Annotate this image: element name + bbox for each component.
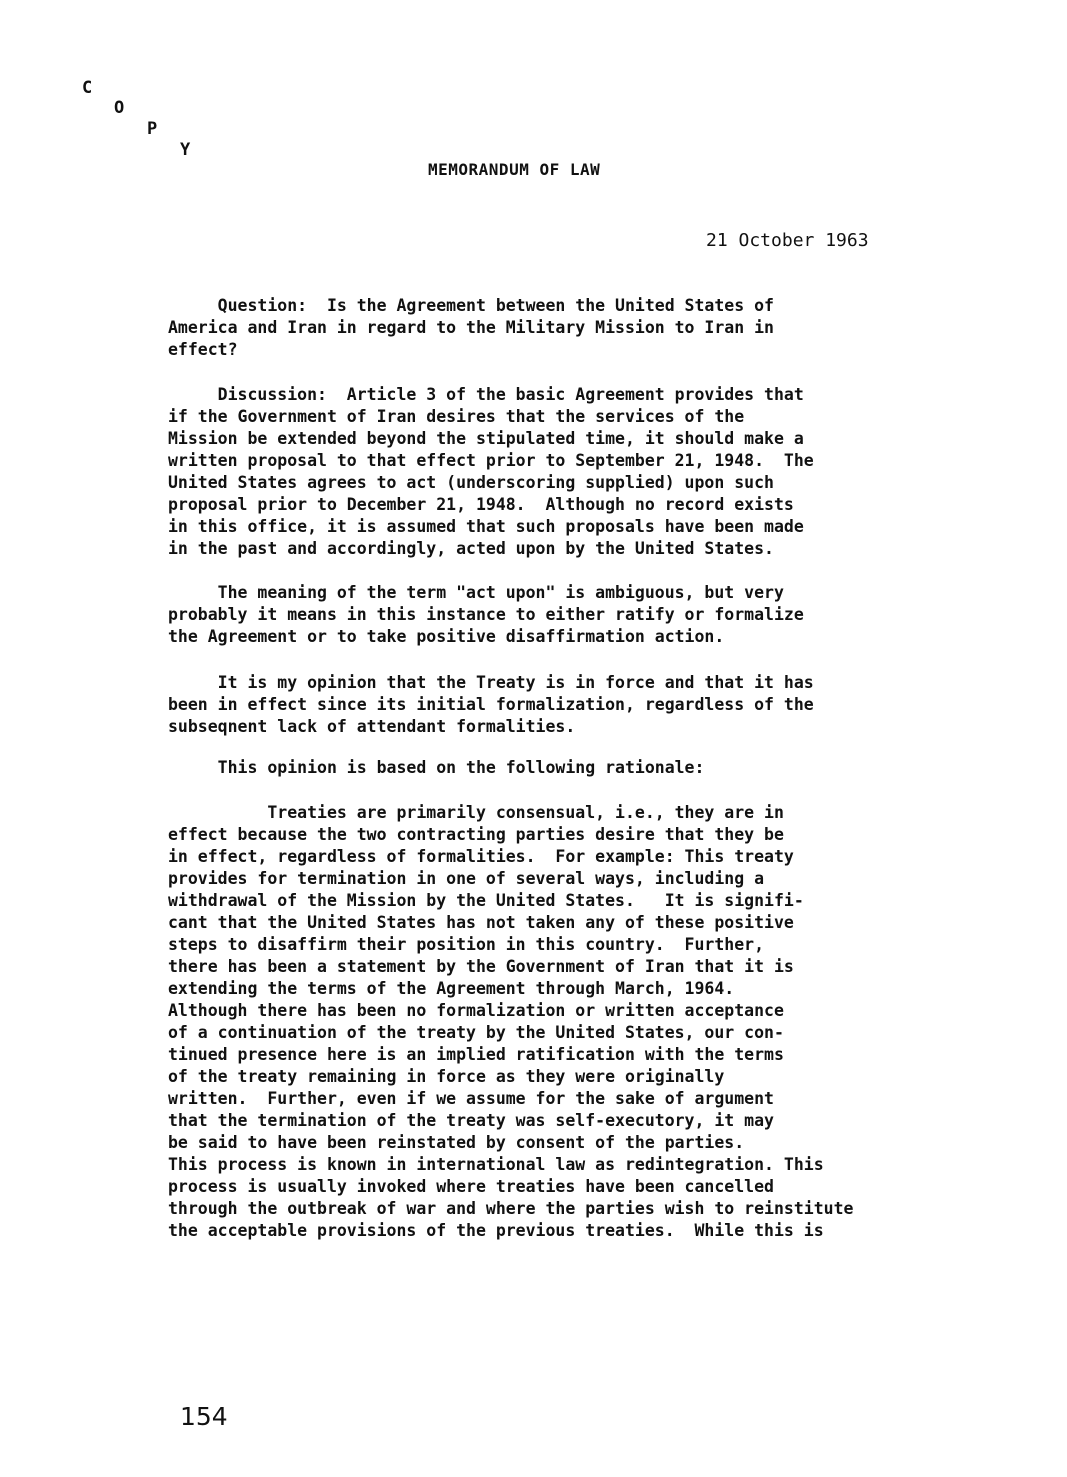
rationale-paragraph [168,802,908,1242]
text-line: be said to have been reinstated by consent of the parties. [168,1133,745,1152]
text-line: in the past and accordingly, acted upon by the United States. [168,539,774,558]
text-line: of a continuation of the treaty by the United States, our con- [168,1023,784,1042]
text-line: process is usually invoked where treaties have been cancelled [168,1177,774,1196]
question-paragraph [168,295,908,361]
text-line: Mission be extended beyond the stipulated time, it should make a [168,429,804,448]
text-line: probably it means in this instance to either ratify or formalize [168,605,804,624]
text-line: the Agreement or to take positive disaffirmation action. [168,627,725,646]
text-line: extending the terms of the Agreement through March, 1964. [168,979,735,998]
text-line: the acceptable provisions of the previous treaties. While this is [168,1221,824,1240]
text-line: that the termination of the treaty was self-executory, it may [168,1111,774,1130]
text-line: if the Government of Iran desires that the services of the [168,407,745,426]
text-line: written. Further, even if we assume for the sake of argument [168,1089,774,1108]
text-line: there has been a statement by the Government of Iran that it is [168,957,794,976]
text-line: It is my opinion that the Treaty is in force and that it has [168,673,814,692]
text-line: effect because the two contracting parties desire that they be [168,825,784,844]
text-line: through the outbreak of war and where the parties wish to reinstitute [168,1199,854,1218]
text-line: steps to disaffirm their position in this country. Further, [168,935,765,954]
copy-stamp-letter: Y [180,140,191,160]
basis-paragraph [168,757,908,779]
text-line: subseqnent lack of attendant formalities. [168,717,576,736]
document-date: 21 October 1963 [706,230,869,251]
copy-stamp-letter: C [82,78,93,98]
text-line: effect? [168,340,238,359]
text-line: written proposal to that effect prior to September 21, 1948. The [168,451,814,470]
text-line: Treaties are primarily consensual, i.e., they are in [168,803,784,822]
text-line: withdrawal of the Mission by the United States. It is signifi- [168,891,804,910]
meaning-paragraph [168,582,908,648]
text-line: been in effect since its initial formalization, regardless of the [168,695,814,714]
text-line: in effect, regardless of formalities. For example: This treaty [168,847,794,866]
copy-stamp-letter: O [114,98,125,118]
copy-stamp-letter: P [147,119,158,139]
text-line: America and Iran in regard to the Military Mission to Iran in [168,318,774,337]
document-title: MEMORANDUM OF LAW [428,160,601,179]
text-line: United States agrees to act (underscoring supplied) upon such [168,473,774,492]
text-line: tinued presence here is an implied ratification with the terms [168,1045,784,1064]
text-line: of the treaty remaining in force as they were originally [168,1067,725,1086]
text-line: Although there has been no formalization or written acceptance [168,1001,784,1020]
text-line: This opinion is based on the following rationale: [168,758,705,777]
text-line: This process is known in international law as redintegration. This [168,1155,824,1174]
text-line: cant that the United States has not taken any of these positive [168,913,794,932]
text-line: provides for termination in one of several ways, including a [168,869,765,888]
text-line: in this office, it is assumed that such proposals have been made [168,517,804,536]
text-line: proposal prior to December 21, 1948. Although no record exists [168,495,794,514]
text-line: Question: Is the Agreement between the United States of [168,296,774,315]
text-line: Discussion: Article 3 of the basic Agreement provides that [168,385,804,404]
opinion-paragraph [168,672,908,738]
discussion-paragraph [168,384,908,560]
page-number: 154 [180,1402,228,1431]
text-line: The meaning of the term "act upon" is ambiguous, but very [168,583,784,602]
